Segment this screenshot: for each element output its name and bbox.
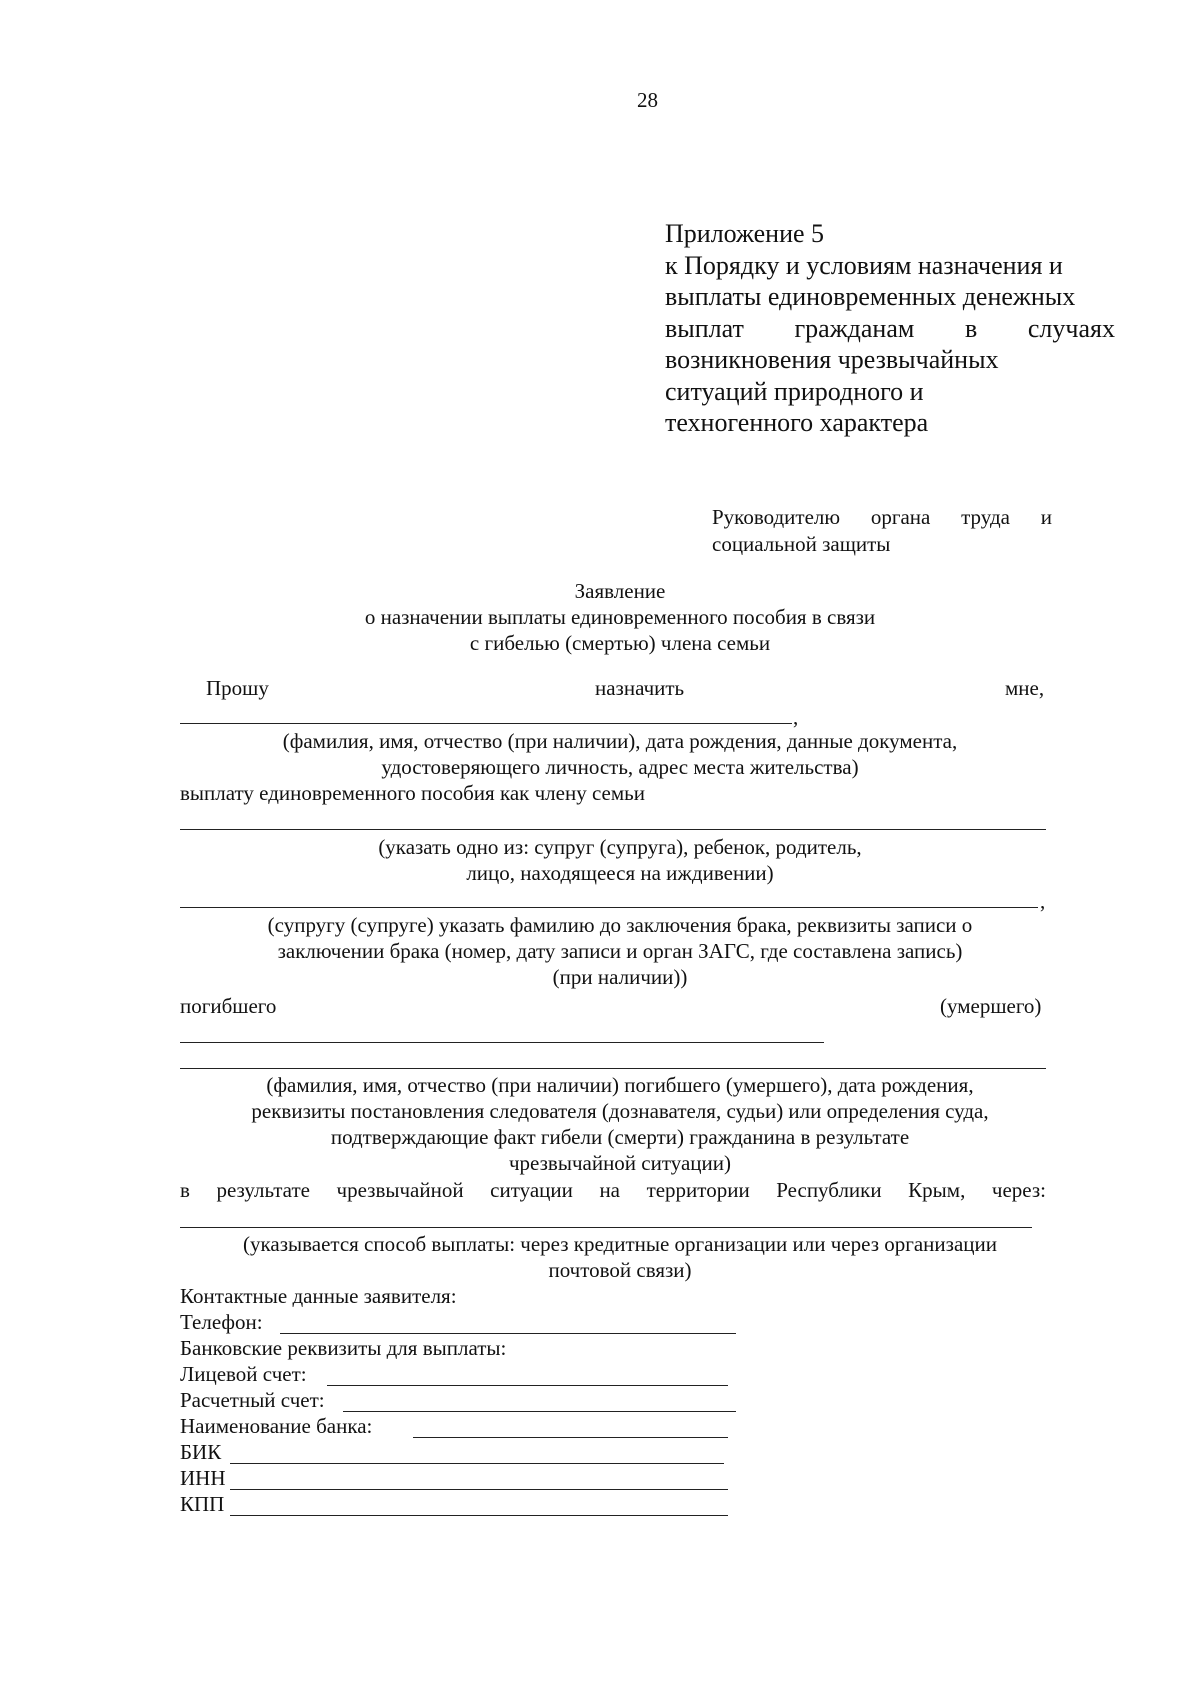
addressee-line-1 <box>712 504 1052 531</box>
bank-name-label: Наименование банка: <box>180 1414 373 1438</box>
annex-line-1: к Порядку и условиям назначения и <box>665 251 1063 280</box>
bik-input-line[interactable] <box>230 1463 724 1464</box>
emergency-word: в <box>180 1178 190 1202</box>
payment-method-input-line[interactable] <box>180 1227 1032 1228</box>
kpp-input-line[interactable] <box>230 1515 728 1516</box>
annex-word: случаях <box>1027 314 1115 343</box>
deceased-right-word: (умершего) <box>940 994 1042 1018</box>
annex-title: Приложение 5 <box>665 219 825 248</box>
relation-hint-2: лицо, находящееся на иждивении) <box>466 861 774 885</box>
addressee-word: и <box>1040 505 1052 529</box>
emergency-word: чрезвычайной <box>336 1178 464 1202</box>
emergency-line <box>180 1177 1046 1203</box>
annex-word: выплат <box>665 314 744 343</box>
emergency-word: через: <box>991 1178 1046 1202</box>
annex-word: гражданам <box>794 314 915 343</box>
page-number: 28 <box>637 88 658 112</box>
spouse-hint-2: заключении брака (номер, дату записи и орган ЗАГС, где составлена запись) <box>277 939 963 963</box>
statement-title: Заявление <box>574 579 666 603</box>
payment-line: выплату единовременного пособия как члену семьи <box>180 781 645 805</box>
payment-method-hint-2: почтовой связи) <box>548 1258 692 1282</box>
emergency-word: результате <box>216 1178 310 1202</box>
comma: , <box>793 705 799 729</box>
bank-name-input-line[interactable] <box>413 1437 728 1438</box>
annex-word: в <box>964 314 978 343</box>
spouse-hint-3: (при наличии)) <box>552 965 688 989</box>
inn-label: ИНН <box>180 1466 226 1490</box>
annex-line-6: техногенного характера <box>665 408 929 437</box>
annex-line-4: возникновения чрезвычайных <box>665 345 999 374</box>
statement-subtitle-1: о назначении выплаты единовременного пособия в связи <box>364 605 876 629</box>
phone-label: Телефон: <box>180 1310 263 1334</box>
emergency-word: территории <box>646 1178 750 1202</box>
relation-hint-1: (указать одно из: супруг (супруга), ребенок, родитель, <box>378 835 862 859</box>
phone-input-line[interactable] <box>280 1333 736 1334</box>
request-word-2: назначить <box>595 676 685 700</box>
applicant-input-line[interactable] <box>180 723 792 724</box>
emergency-word: Республики <box>776 1178 882 1202</box>
deceased-input-line-1[interactable] <box>180 1042 824 1043</box>
settlement-account-label: Расчетный счет: <box>180 1388 325 1412</box>
addressee-word: труда <box>961 505 1010 529</box>
request-word-3: мне, <box>1005 676 1045 700</box>
bik-label: БИК <box>180 1440 222 1464</box>
applicant-hint-1: (фамилия, имя, отчество (при наличии), дата рождения, данные документа, <box>282 729 958 753</box>
deceased-hint-2: реквизиты постановления следователя (дознавателя, судьи) или определения суда, <box>251 1099 989 1123</box>
personal-account-label: Лицевой счет: <box>180 1362 307 1386</box>
contacts-title: Контактные данные заявителя: <box>180 1284 457 1308</box>
relation-input-line[interactable] <box>180 829 1046 830</box>
deceased-hint-4: чрезвычайной ситуации) <box>508 1151 732 1175</box>
settlement-account-input-line[interactable] <box>343 1411 736 1412</box>
deceased-input-line-2[interactable] <box>180 1068 1046 1069</box>
emergency-word: Крым, <box>908 1178 966 1202</box>
bank-details-title: Банковские реквизиты для выплаты: <box>180 1336 507 1360</box>
deceased-hint-3: подтверждающие факт гибели (смерти) гражданина в результате <box>330 1125 910 1149</box>
spouse-hint-1: (супругу (супруге) указать фамилию до заключения брака, реквизиты записи о <box>267 913 973 937</box>
statement-subtitle-2: с гибелью (смертью) члена семьи <box>469 631 771 655</box>
deceased-hint-1: (фамилия, имя, отчество (при наличии) погибшего (умершего), дата рождения, <box>266 1073 974 1097</box>
spouse-input-line[interactable] <box>180 907 1038 908</box>
annex-line-3 <box>665 313 1115 345</box>
kpp-label: КПП <box>180 1492 225 1516</box>
personal-account-input-line[interactable] <box>327 1385 728 1386</box>
emergency-word: ситуации <box>490 1178 573 1202</box>
addressee-word: Руководителю <box>712 505 841 529</box>
deceased-left-word: погибшего <box>180 994 277 1018</box>
applicant-hint-2: удостоверяющего личность, адрес места жительства) <box>381 755 859 779</box>
emergency-word: на <box>599 1178 620 1202</box>
annex-line-2: выплаты единовременных денежных <box>665 282 1076 311</box>
annex-line-5: ситуаций природного и <box>665 377 924 406</box>
addressee-line-2: социальной защиты <box>712 532 891 556</box>
request-word-1: Прошу <box>206 676 269 700</box>
inn-input-line[interactable] <box>230 1489 728 1490</box>
addressee-word: органа <box>870 505 931 529</box>
payment-method-hint-1: (указывается способ выплаты: через кредитные организации или через организации <box>243 1232 997 1256</box>
comma: , <box>1040 889 1046 913</box>
